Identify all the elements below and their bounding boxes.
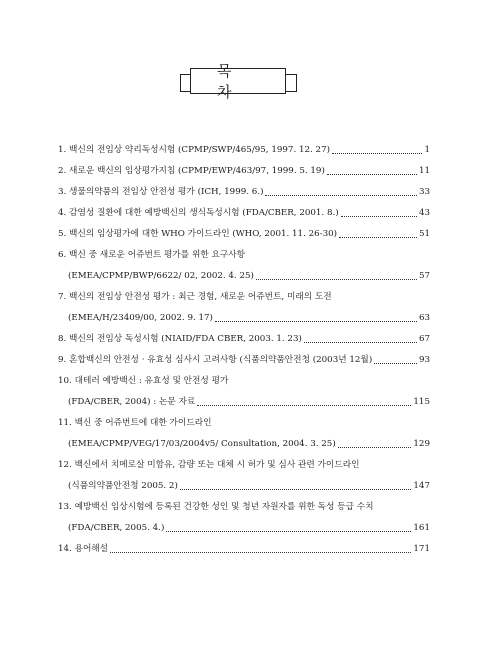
toc-entry-13-title[interactable]: 13. 예방백신 임상시험에 등록된 건강한 성인 및 청년 자원자를 위한 독성 등급 수치 [58, 502, 374, 512]
leader-dots [166, 530, 411, 532]
toc-entry-2[interactable]: 2. 새로운 백신의 임상평가지침 (CPMP/EWP/463/97, 1999. 5. 19) 11 [58, 161, 430, 182]
toc-entry-5[interactable]: 5. 백신의 임상평가에 대한 WHO 가이드라인 (WHO, 2001. 11. 26-30) 51 [58, 224, 430, 245]
page-number: 11 [418, 166, 430, 176]
leader-dots [332, 152, 422, 154]
toc-entry-9[interactable]: 9. 혼합백신의 안전성 · 유효성 심사시 고려사항 (식품의약품안전청 (2003년 12월) 93 [58, 350, 430, 371]
page-number: 171 [413, 544, 430, 554]
toc-title: 목 차 [190, 68, 286, 94]
toc-entry-1[interactable]: 1. 백신의 전임상 약리독성시험 (CPMP/SWP/465/95, 1997. 12. 27) 1 [58, 140, 430, 161]
toc-entry-3[interactable]: 3. 생물의약품의 전임상 안전성 평가 (ICH, 1999. 6.) 33 [58, 182, 430, 203]
leader-dots [374, 362, 417, 364]
leader-dots [265, 194, 416, 196]
page-number: 1 [424, 145, 430, 155]
banner-right-tab [285, 74, 297, 92]
toc-entry-14[interactable]: 14. 용어해설 171 [58, 539, 430, 560]
leader-dots [180, 488, 412, 490]
toc-entry-6-title[interactable]: 6. 백신 중 새로운 어쥬번트 평가를 위한 요구사항 [58, 250, 246, 260]
page-number: 93 [418, 355, 430, 365]
leader-dots [256, 278, 417, 280]
leader-dots [338, 446, 412, 448]
leader-dots [197, 404, 411, 406]
toc-entry-10-title[interactable]: 10. 대테러 예방백신 : 유효성 및 안전성 평가 [58, 376, 229, 386]
page-number: 33 [418, 187, 430, 197]
table-of-contents [58, 140, 430, 560]
page-number: 147 [413, 481, 430, 491]
page-number: 63 [418, 313, 430, 323]
page-number: 161 [413, 523, 430, 533]
toc-title-banner [180, 62, 297, 102]
page-number: 115 [413, 397, 430, 407]
leader-dots [327, 173, 417, 175]
leader-dots [339, 236, 417, 238]
toc-entry-11-title[interactable]: 11. 백신 중 어쥬번트에 대한 가이드라인 [58, 418, 212, 428]
leader-dots [110, 551, 411, 553]
page-number: 57 [418, 271, 430, 281]
page-number: 43 [418, 208, 430, 218]
page-number: 67 [418, 334, 430, 344]
toc-entry-12-title[interactable]: 12. 백신에서 치메로살 미함유, 감량 또는 대체 시 허가 및 심사 관련 가이드라인 [58, 460, 360, 470]
toc-entry-8[interactable]: 8. 백신의 전임상 독성시험 (NIAID/FDA CBER, 2003. 1. 23) 67 [58, 329, 430, 350]
page-number: 129 [413, 439, 430, 449]
toc-entry-10[interactable]: (FDA/CBER, 2004) : 논문 자료 115 [58, 392, 430, 413]
toc-entry-12[interactable]: (식품의약품안전청 2005. 2) 147 [58, 476, 430, 497]
leader-dots [215, 320, 417, 322]
toc-entry-7[interactable]: (EMEA/H/23409/00, 2002. 9. 17) 63 [58, 308, 430, 329]
toc-entry-11[interactable]: (EMEA/CPMP/VEG/17/03/2004v5/ Consultation, 2004. 3. 25) 129 [58, 434, 430, 455]
toc-entry-13[interactable]: (FDA/CBER, 2005. 4.) 161 [58, 518, 430, 539]
leader-dots [341, 215, 417, 217]
leader-dots [304, 341, 417, 343]
toc-entry-7-title[interactable]: 7. 백신의 전임상 안전성 평가 : 최근 경험, 새로운 어쥬번트, 미래의 도전 [58, 292, 332, 302]
page-number: 51 [418, 229, 430, 239]
toc-entry-6[interactable]: (EMEA/CPMP/BWP/6622/ 02, 2002. 4. 25) 57 [58, 266, 430, 287]
toc-entry-4[interactable]: 4. 감염성 질환에 대한 예방백신의 생식독성시험 (FDA/CBER, 2001. 8.) 43 [58, 203, 430, 224]
